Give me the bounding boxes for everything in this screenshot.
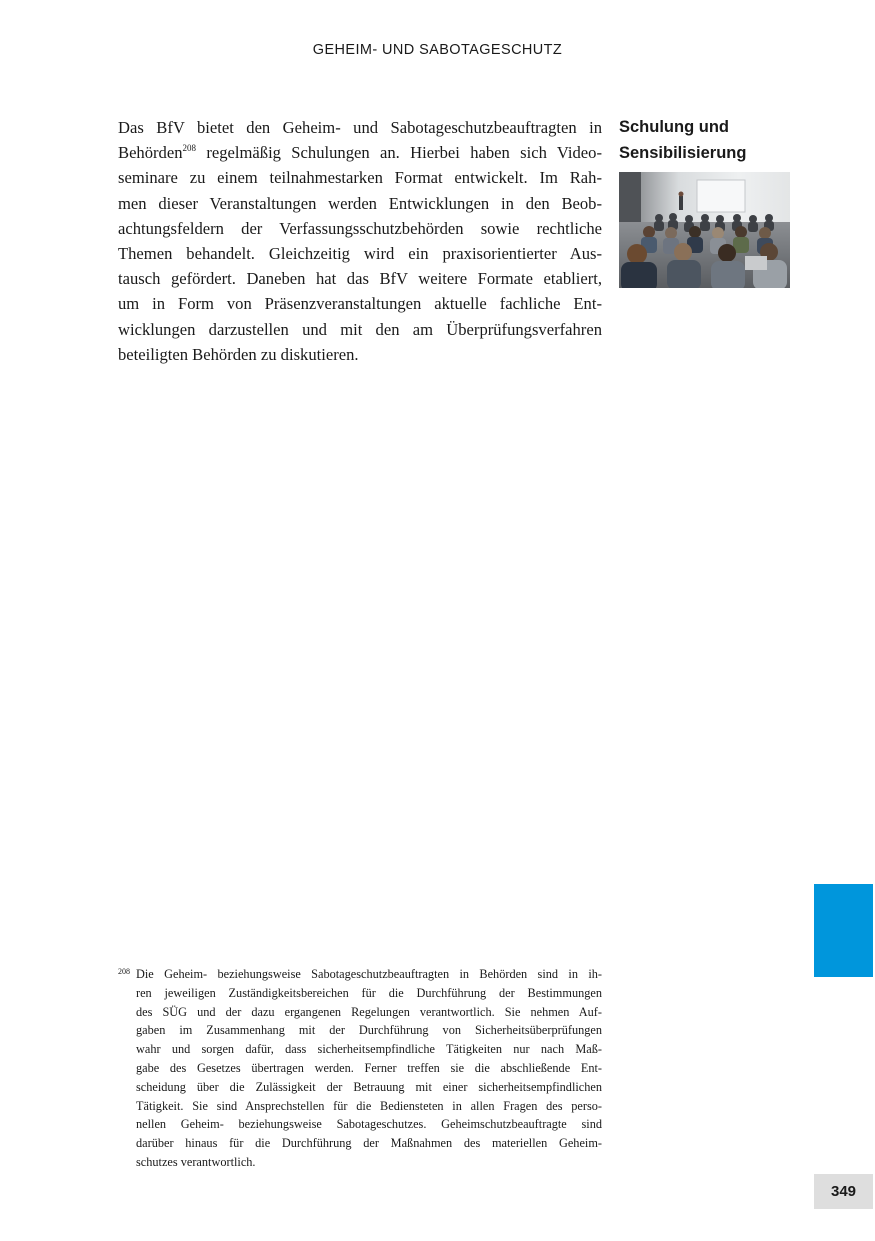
paragraph-line: achtungsfeldern der Verfassungsschutzbehörden sowie rechtliche bbox=[118, 218, 602, 238]
footnote-line: Die Geheim- beziehungsweise Sabotageschutzbeauftragten in Behörden sind in ih- bbox=[136, 967, 602, 981]
footnote-line: des SÜG und der dazu ergangenen Regelungen verantwortlich. Sie nehmen Auf- bbox=[136, 1004, 602, 1019]
footnote-line: wahr und sorgen dafür, dass sicherheitsempfindliche Tätigkeiten nur nach Maß- bbox=[136, 1042, 602, 1057]
paragraph-line: Themen behandelt. Gleichzeitig wird ein praxisorientierter Aus- bbox=[118, 244, 602, 264]
paragraph-line: men dieser Veranstaltungen werden Entwicklungen in den Beob- bbox=[118, 193, 602, 213]
footnote-line: ren jeweiligen Zuständigkeitsbereichen für die Durchführung der Bestimmungen bbox=[136, 985, 602, 1000]
paragraph-line: wicklungen darzustellen und mit den am Überprüfungsverfahren bbox=[118, 319, 602, 339]
margin-heading-line: Schulung und bbox=[619, 118, 729, 136]
footnote-number: 208 bbox=[118, 967, 130, 976]
paragraph-line: beteiligten Behörden zu diskutieren. bbox=[118, 344, 359, 364]
body-paragraph bbox=[118, 115, 602, 367]
paragraph-line: Behörden$^{208}$ regelmäßig Schulungen an. Hierbei haben sich Video- bbox=[118, 142, 602, 163]
paragraph-line: Das BfV bietet den Geheim- und Sabotageschutzbeauftragten in bbox=[118, 118, 602, 137]
footnote-line: gabe des Gesetzes übertragen werden. Ferner treffen sie die abschließende Ent- bbox=[136, 1060, 602, 1075]
page-number: 349 bbox=[814, 1174, 873, 1209]
footnote-line: nellen Geheim- beziehungsweise Sabotageschutzes. Geheimschutzbeauftragte sind bbox=[136, 1117, 602, 1132]
paragraph-line: um in Form von Präsenzveranstaltungen aktuelle fachliche Ent- bbox=[118, 294, 602, 314]
footnote-text bbox=[136, 965, 602, 1172]
footnote-line: scheidung über die Zulässigkeit der Betrauung mit einer sicherheitsempfindlichen bbox=[136, 1079, 602, 1094]
footnote-line: gaben im Zusammenhang mit der Durchführung von Sicherheitsüberprüfungen bbox=[136, 1023, 602, 1038]
paragraph-line: seminare zu einem teilnahmestarken Format entwickelt. Im Rah- bbox=[118, 168, 602, 188]
margin-heading bbox=[619, 114, 819, 166]
footnote-reference[interactable]: 208 bbox=[182, 142, 197, 153]
running-header: GEHEIM- UND SABOTAGESCHUTZ bbox=[312, 42, 563, 58]
chapter-side-tab bbox=[814, 884, 873, 977]
footnote-line: darüber hinaus für die Durchführung der Maßnahmen des materiellen Geheim- bbox=[136, 1136, 602, 1151]
footnote-208 bbox=[118, 965, 602, 1172]
footnote-line: Tätigkeit. Sie sind Ansprechstellen für die Bediensteten in allen Fragen des perso- bbox=[136, 1098, 602, 1113]
footnote-line: schutzes verantwortlich. bbox=[136, 1154, 256, 1169]
seminar-audience-photo bbox=[619, 172, 790, 288]
margin-heading-line: Sensibilisierung bbox=[619, 144, 747, 162]
paragraph-line: tausch gefördert. Daneben hat das BfV weitere Formate etabliert, bbox=[118, 269, 602, 289]
